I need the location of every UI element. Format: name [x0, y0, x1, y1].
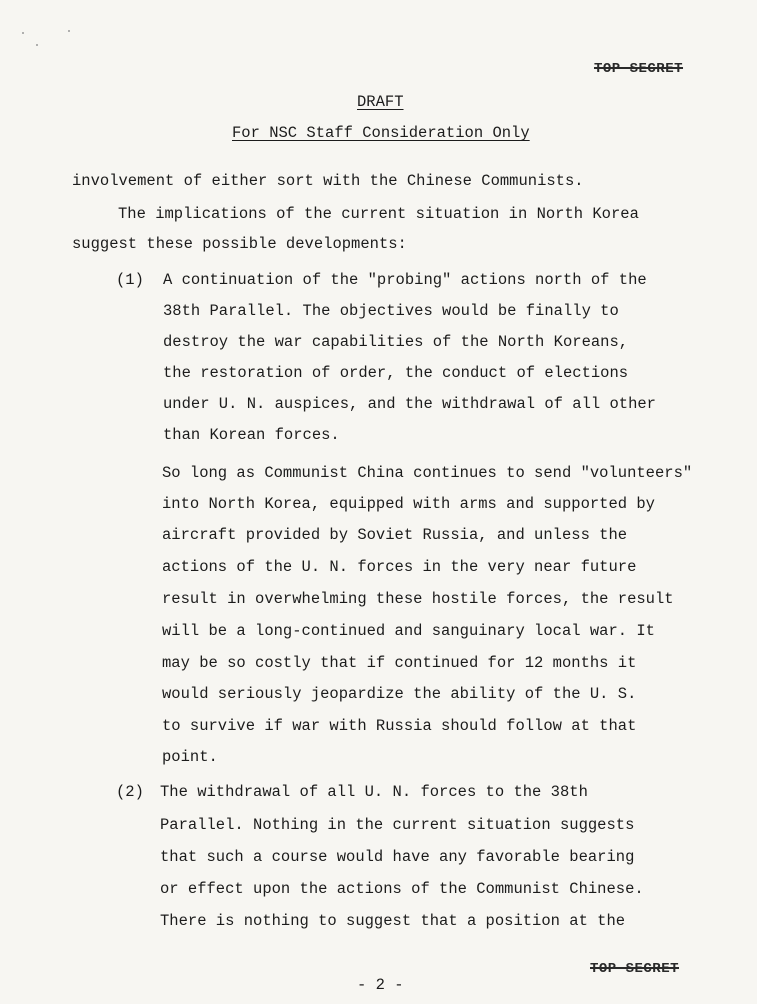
item-1-p1-line-4: the restoration of order, the conduct of elections: [163, 364, 629, 382]
intro-line-1: The implications of the current situation in North Korea: [118, 205, 639, 223]
item-1-p2-line-1: So long as Communist China continues to send "volunteers": [162, 464, 693, 482]
item-2-p1-line-1: The withdrawal of all U. N. forces to the 38th: [160, 783, 588, 801]
item-1-p2-line-5: result in overwhelming these hostile forces, the result: [162, 590, 674, 608]
classification-stamp-bottom: TOP SECRET: [590, 961, 680, 977]
item-1-p2-line-4: actions of the U. N. forces in the very near future: [162, 558, 637, 576]
item-2-p1-line-5: There is nothing to suggest that a position at the: [160, 912, 626, 930]
item-1-p1-line-6: than Korean forces.: [163, 426, 340, 444]
item-1-p2-line-7: may be so costly that if continued for 12 months it: [162, 654, 637, 672]
item-2-p1-line-4: or effect upon the actions of the Communist Chinese.: [160, 880, 644, 898]
item-1-p1-line-2: 38th Parallel. The objectives would be finally to: [163, 302, 619, 320]
item-1-marker: (1): [116, 271, 144, 289]
item-1-p2-line-2: into North Korea, equipped with arms and supported by: [162, 495, 655, 513]
item-1-p2-line-9: to survive if war with Russia should follow at that: [162, 717, 637, 735]
opening-line: involvement of either sort with the Chinese Communists.: [72, 172, 584, 190]
scan-speck: [68, 30, 70, 32]
classification-stamp-top: TOP SECRET: [594, 61, 684, 77]
item-1-p2-line-6: will be a long-continued and sanguinary local war. It: [162, 622, 655, 640]
item-2-p1-line-3: that such a course would have any favorable bearing: [160, 848, 635, 866]
draft-label: DRAFT: [357, 93, 404, 111]
item-1-p2-line-10: point.: [162, 748, 218, 766]
scan-speck: [36, 44, 38, 46]
item-1-p1-line-1: A continuation of the "probing" actions north of the: [163, 271, 647, 289]
item-1-p2-line-8: would seriously jeopardize the ability of the U. S.: [162, 685, 637, 703]
scan-speck: [22, 32, 24, 34]
item-1-p2-line-3: aircraft provided by Soviet Russia, and unless the: [162, 526, 628, 544]
intro-line-2: suggest these possible developments:: [72, 235, 407, 253]
consideration-label: For NSC Staff Consideration Only: [232, 124, 530, 142]
item-2-p1-line-2: Parallel. Nothing in the current situation suggests: [160, 816, 635, 834]
item-1-p1-line-3: destroy the war capabilities of the North Koreans,: [163, 333, 629, 351]
item-2-marker: (2): [116, 783, 144, 801]
page-number: - 2 -: [357, 976, 404, 994]
item-1-p1-line-5: under U. N. auspices, and the withdrawal of all other: [163, 395, 656, 413]
